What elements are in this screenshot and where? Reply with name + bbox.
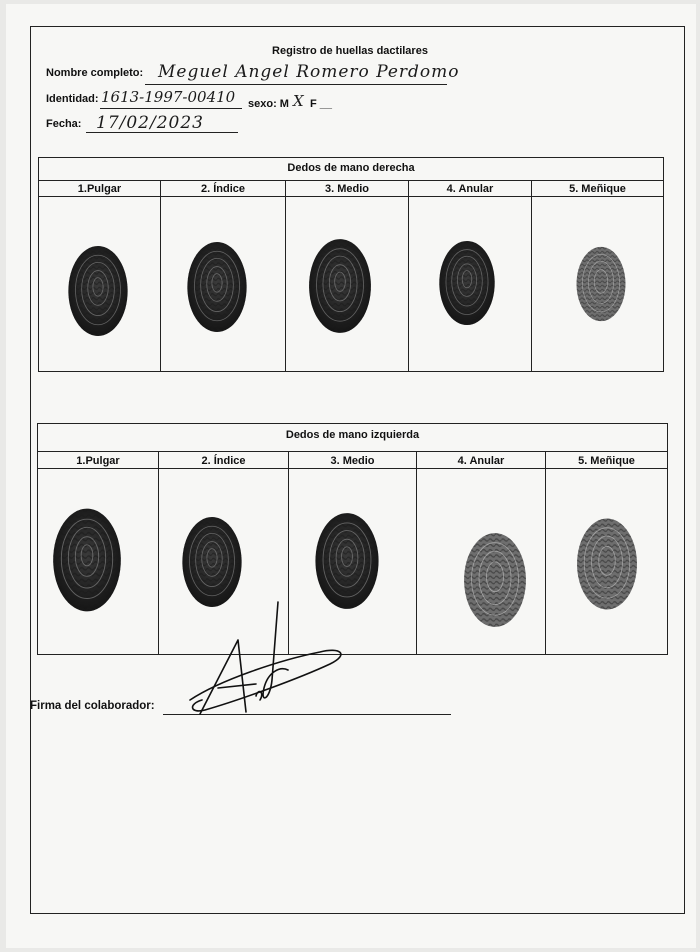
signature-label: Firma del colaborador: — [30, 700, 155, 712]
date-field[interactable]: 17/02/2023 — [96, 113, 204, 133]
left-col-medio: 3. Medio — [330, 455, 375, 467]
id-underline — [100, 108, 242, 109]
right-col-pulgar: 1.Pulgar — [77, 183, 122, 195]
right-col-menique: 5. Meñique — [569, 183, 626, 195]
sex-label: sexo: M — [248, 98, 289, 110]
left-col-anular: 4. Anular — [457, 455, 505, 467]
right-col-anular: 4. Anular — [446, 183, 494, 195]
date-label: Fecha: — [46, 118, 82, 130]
right-col-indice: 2. Índice — [200, 183, 246, 195]
left-hand-title: Dedos de mano izquierda — [285, 429, 420, 441]
right-thumb-fingerprint — [66, 245, 130, 337]
id-field[interactable]: 1613-1997-00410 — [101, 88, 236, 106]
left-thumb-fingerprint — [52, 507, 122, 613]
form-title: Registro de huellas dactilares — [272, 45, 428, 57]
left-ring-fingerprint — [462, 532, 528, 628]
right-pinky-fingerprint — [572, 246, 630, 322]
name-underline — [145, 84, 447, 85]
id-label: Identidad: — [46, 93, 99, 105]
right-index-fingerprint — [183, 241, 251, 333]
right-middle-fingerprint — [308, 236, 372, 336]
left-col-menique: 5. Meñique — [578, 455, 635, 467]
sex-mark-m[interactable]: X — [293, 92, 305, 110]
left-pinky-fingerprint — [576, 514, 638, 614]
sex-female-option[interactable]: F __ — [310, 98, 333, 110]
right-ring-fingerprint — [437, 240, 497, 326]
left-col-pulgar: 1.Pulgar — [76, 455, 120, 467]
name-field[interactable]: Meguel Angel Romero Perdomo — [158, 62, 460, 82]
name-label: Nombre completo: — [46, 67, 144, 79]
right-hand-title: Dedos de mano derecha — [287, 162, 415, 174]
left-col-indice: 2. Índice — [201, 455, 246, 467]
signature-image[interactable] — [160, 592, 360, 722]
right-col-medio: 3. Medio — [324, 183, 369, 195]
